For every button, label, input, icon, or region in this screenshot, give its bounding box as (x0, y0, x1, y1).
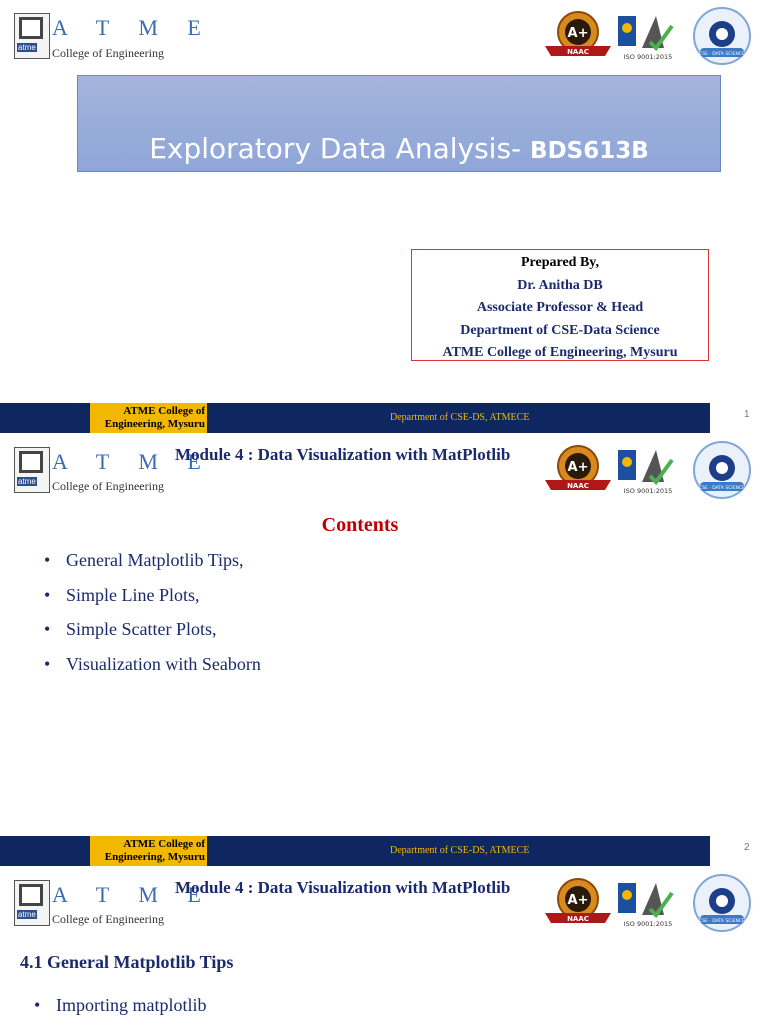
atme-wordmark: A T M E (52, 15, 213, 40)
naac-badge-icon (543, 10, 613, 58)
naac-badge-icon (543, 444, 613, 492)
section-list (34, 995, 207, 1030)
iso-certification-icon (616, 879, 680, 929)
svg-text:CSE · DATA SCIENCE: CSE · DATA SCIENCE (699, 486, 745, 491)
cse-data-science-badge-icon (692, 440, 752, 500)
slide-3 (0, 867, 768, 1024)
atme-logo: atme (14, 447, 50, 493)
contents-list (44, 550, 261, 688)
presentation-title-box (77, 75, 721, 172)
svg-text:A+: A+ (567, 893, 589, 908)
slide-footer (0, 836, 710, 866)
atme-wordmark: A T M E (52, 449, 213, 474)
list-item: • Simple Line Plots, (44, 584, 200, 605)
college-name: College of Engineering (52, 46, 164, 60)
author-designation: Associate Professor & Head (476, 300, 644, 315)
author-name: Dr. Anitha DB (517, 277, 603, 293)
section-title: 4.1 General Matplotlib Tips (20, 952, 234, 972)
presentation-title: Exploratory Data Analysis- BDS613B (149, 132, 649, 165)
svg-text:A+: A+ (567, 460, 589, 475)
atme-logo: atme (14, 880, 50, 926)
slide-2 (0, 434, 768, 867)
cse-data-science-badge-icon (692, 873, 752, 933)
footer-department: Department of CSE-DS, ATMECE (390, 845, 530, 856)
author-department: Department of CSE-Data Science (460, 322, 660, 338)
svg-text:CSE · DATA SCIENCE: CSE · DATA SCIENCE (699, 52, 745, 57)
footer-department: Department of CSE-DS, ATMECE (390, 412, 530, 423)
footer-college: ATME College of Engineering, Mysuru (90, 836, 207, 866)
page-number: 1 (744, 409, 750, 420)
svg-text:NAAC: NAAC (567, 482, 589, 490)
course-code: BDS613B (530, 138, 649, 164)
contents-heading: Contents (321, 514, 399, 536)
slide-footer (0, 403, 710, 433)
prepared-by-label: Prepared By, (520, 255, 600, 270)
svg-text:A+: A+ (567, 26, 589, 41)
svg-text:NAAC: NAAC (567, 915, 589, 923)
iso-certification-icon (616, 12, 680, 62)
prepared-by-box (411, 249, 709, 361)
list-item: • General Matplotlib Tips, (44, 550, 244, 570)
naac-badge-icon (543, 877, 613, 925)
college-name: College of Engineering (52, 912, 164, 926)
page-number: 2 (744, 842, 750, 853)
module-title: Module 4 : Data Visualization with MatPlotlib (175, 445, 511, 464)
svg-text:NAAC: NAAC (567, 48, 589, 56)
list-item: • Visualization with Seaborn (44, 653, 261, 674)
iso-certification-icon (616, 446, 680, 496)
list-item: • Simple Scatter Plots, (44, 619, 217, 639)
svg-text:ISO 9001:2015: ISO 9001:2015 (623, 53, 673, 61)
author-institution: ATME College of Engineering, Mysuru (442, 345, 678, 360)
atme-logo: atme (14, 13, 50, 59)
module-title: Module 4 : Data Visualization with MatPlotlib (175, 878, 511, 897)
slide-1 (0, 0, 768, 433)
atme-wordmark: A T M E (52, 882, 213, 907)
footer-college: ATME College of Engineering, Mysuru (90, 403, 207, 433)
cse-data-science-badge-icon (692, 6, 752, 66)
svg-text:ISO 9001:2015: ISO 9001:2015 (623, 487, 673, 495)
svg-text:CSE · DATA SCIENCE: CSE · DATA SCIENCE (699, 919, 745, 924)
svg-text:ISO 9001:2015: ISO 9001:2015 (623, 920, 673, 928)
college-name: College of Engineering (52, 479, 164, 493)
list-item: • Importing matplotlib (34, 995, 207, 1015)
